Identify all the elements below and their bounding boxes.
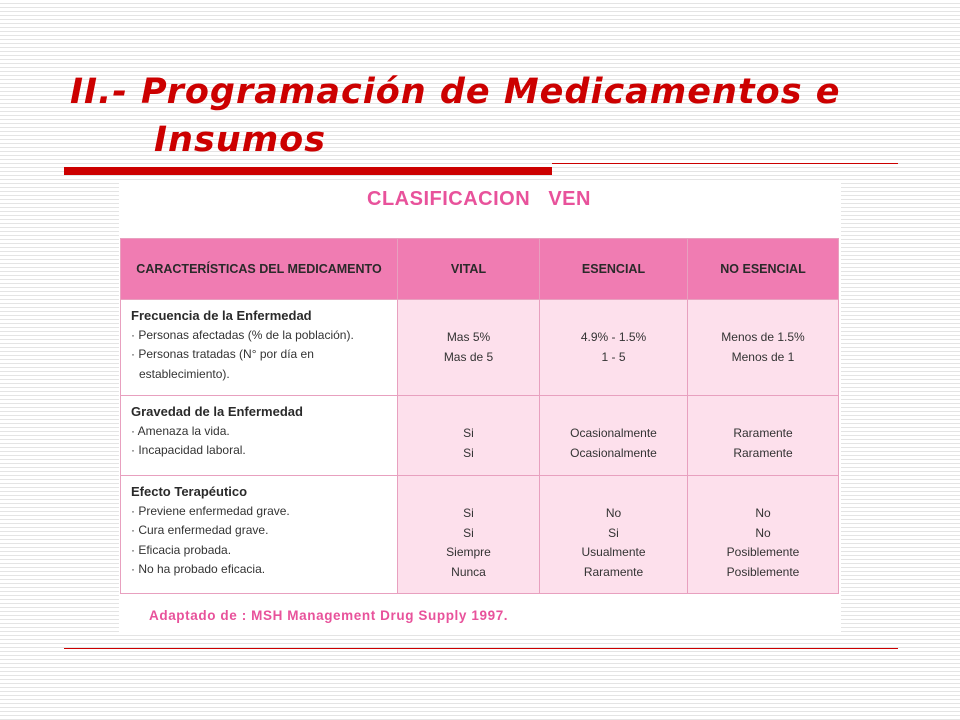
cell-value: Mas de 5 — [443, 349, 494, 364]
cell-esencial — [540, 476, 688, 594]
cell-value: Ocasionalmente — [570, 426, 657, 440]
cell-value: Si — [463, 506, 474, 520]
cell-value: 1 - 5 — [601, 349, 626, 364]
row-bullet: · Previene enfermedad grave. — [131, 503, 290, 518]
slide-title — [70, 68, 840, 164]
row-title: Gravedad de la Enfermedad — [131, 404, 303, 419]
cell-value: Si — [463, 525, 474, 540]
row-bullet: establecimiento). — [139, 366, 230, 381]
cell-value: Siempre — [446, 545, 491, 559]
row-bullet: · Cura enfermedad grave. — [131, 523, 269, 537]
header-no-esencial: NO ESENCIAL — [688, 239, 839, 300]
slide-title-line-1: II.- Programación de Medicamentos e — [70, 72, 841, 112]
row-description — [121, 396, 398, 476]
table-title: CLASIFICACION VEN — [367, 188, 591, 210]
cell-value: Raramente — [733, 426, 793, 440]
cell-vital — [398, 300, 540, 396]
cell-value: No — [755, 525, 771, 540]
cell-no-esencial — [688, 396, 839, 476]
header-esencial: ESENCIAL — [540, 239, 688, 300]
cell-value: Ocasionalmente — [570, 445, 657, 460]
row-bullet: · Eficacia probada. — [131, 542, 232, 557]
ven-classification-panel — [119, 180, 841, 632]
title-divider-line — [552, 163, 898, 164]
ven-classification-table — [120, 238, 839, 594]
cell-value: Nunca — [451, 564, 486, 579]
cell-no-esencial — [688, 476, 839, 594]
title-underline-bar — [64, 167, 552, 175]
source-citation: Adaptado de : MSH Management Drug Supply 1997. — [149, 608, 509, 623]
cell-value: Menos de 1.5% — [721, 330, 805, 344]
row-bullet: · No ha probado eficacia. — [131, 562, 266, 576]
row-title: Efecto Terapéutico — [131, 484, 248, 499]
row-bullet: · Personas afectadas (% de la población). — [131, 327, 354, 342]
cell-value: Posiblemente — [726, 545, 800, 559]
header-characteristics: CARACTERÍSTICAS DEL MEDICAMENTO — [121, 239, 398, 300]
row-description — [121, 300, 398, 396]
cell-value: Posiblemente — [726, 564, 800, 579]
cell-no-esencial — [688, 300, 839, 396]
table-row — [121, 396, 839, 476]
cell-vital — [398, 476, 540, 594]
cell-value: Usualmente — [581, 545, 646, 559]
cell-value: Si — [608, 525, 619, 540]
table-header-row — [121, 239, 839, 300]
table-row — [121, 476, 839, 594]
cell-value: Raramente — [583, 564, 644, 579]
cell-value: No — [755, 506, 771, 520]
row-bullet: · Incapacidad laboral. — [131, 443, 246, 457]
cell-esencial — [540, 300, 688, 396]
cell-value: 4.9% - 1.5% — [580, 330, 647, 344]
header-vital: VITAL — [398, 239, 540, 300]
cell-vital — [398, 396, 540, 476]
cell-esencial — [540, 396, 688, 476]
slide-title-line-2: Insumos — [154, 120, 327, 160]
row-bullet: · Amenaza la vida. — [131, 423, 230, 438]
row-description — [121, 476, 398, 594]
row-title: Frecuencia de la Enfermedad — [131, 308, 312, 323]
footer-divider-line — [64, 648, 898, 649]
cell-value: Si — [463, 445, 474, 460]
row-bullet: · Personas tratadas (N° por día en — [131, 347, 314, 361]
cell-value: No — [605, 506, 622, 520]
cell-value: Menos de 1 — [731, 349, 795, 364]
cell-value: Si — [463, 426, 474, 440]
cell-value: Raramente — [733, 445, 793, 460]
table-row — [121, 300, 839, 396]
cell-value: Mas 5% — [446, 330, 491, 344]
